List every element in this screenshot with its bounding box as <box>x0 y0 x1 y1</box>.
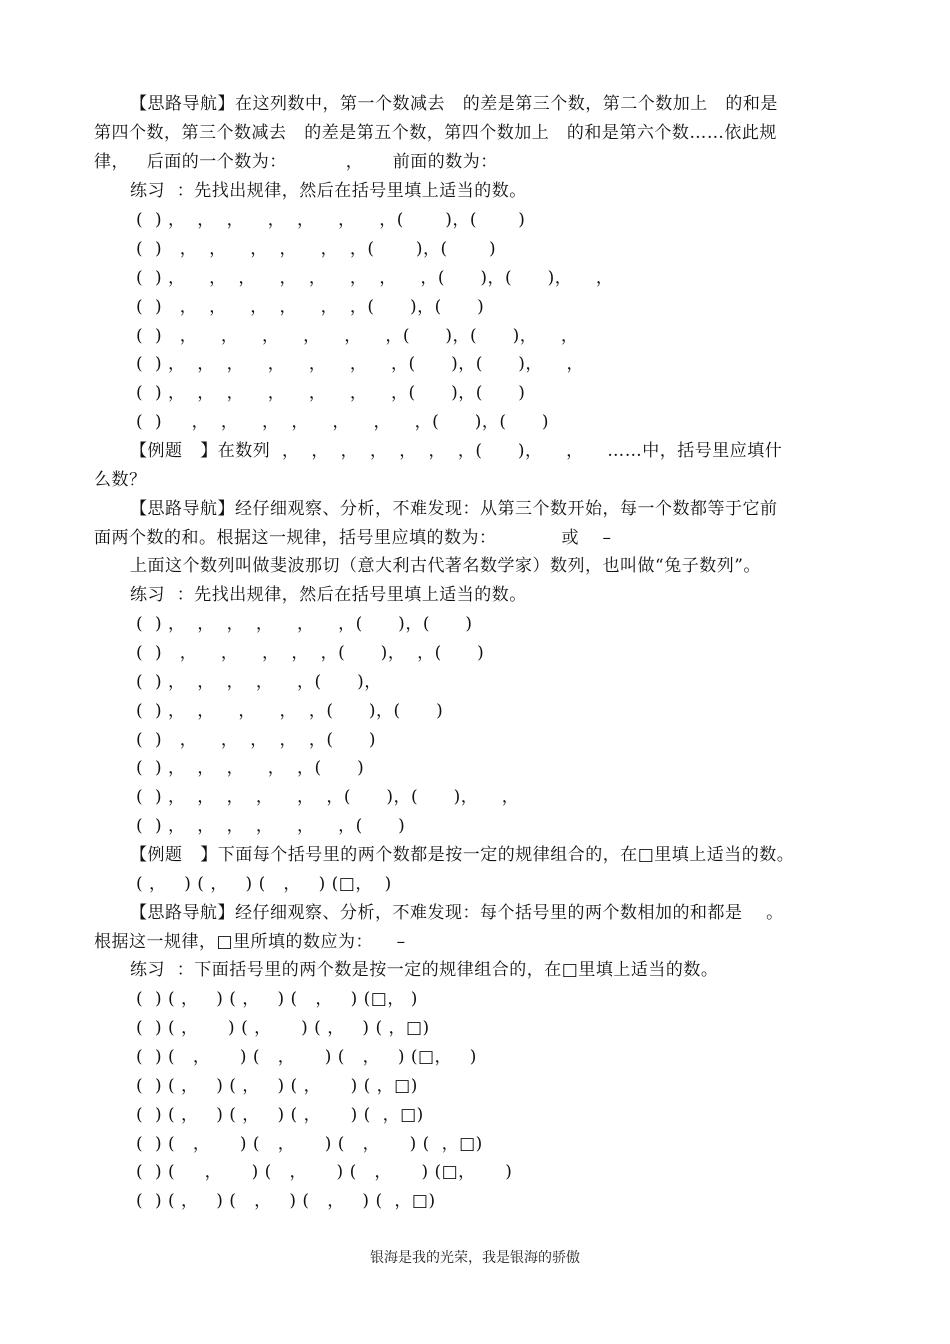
practice-2-item: ( ) ， ， ， ， ，( )，( ) <box>136 701 444 721</box>
practice-1-item: ( ) ， ， ， ， ， ，( )，( ) <box>136 239 497 259</box>
practice-3-item: ( ) ( ， ) ( ， ) ( ， ) ( ，□) <box>136 1076 418 1096</box>
guide-1-line-1: 【思路导航】在这列数中，第一个数减去 的差是第三个数，第二个数加上 的和是 <box>130 94 778 114</box>
practice-2-item: ( ) ， ， ， ， ，( ) <box>136 730 377 750</box>
guide-2-line-1: 【思路导航】经仔细观察、分析，不难发现：从第三个数开始，每一个数都等于它前 <box>130 499 778 519</box>
practice-3-item: ( ) ( ， ) ( ， ) ( ， ) (□， ) <box>136 1162 513 1182</box>
practice-3-title: 练习 ：下面括号里的两个数是按一定的规律组合的，在□里填上适当的数。 <box>130 960 719 980</box>
example-2-line-1: 【例题 】在数列 ， ， ， ， ， ， ，( )， ， ……中，括号里应填什 <box>130 441 783 461</box>
fibonacci-note: 上面这个数列叫做斐波那切（意大利古代著名数学家）数列，也叫做“兔子数列”。 <box>130 556 761 576</box>
practice-1-item: ( ) ， ， ， ， ， ， ，( )，( )， ， <box>136 354 585 374</box>
page-footer: 银海是我的光荣，我是银海的骄傲 <box>370 1250 580 1266</box>
guide-3-line-2: 根据这一规律，□里所填的数应为： – <box>94 932 406 952</box>
practice-3-item: ( ) ( ， ) ( ， ) ( ， ) ( ，□) <box>136 1134 483 1154</box>
practice-2-title: 练习 ：先找出规律，然后在括号里填上适当的数。 <box>130 585 527 605</box>
practice-1-item: ( ) ， ， ， ， ， ， ，( )，( ) <box>136 383 526 403</box>
practice-3-item: ( ) ( ， ) ( ， ) ( ， ) ( ，□) <box>136 1018 430 1038</box>
practice-2-item: ( ) ， ， ， ， ， ，( )，( )， ， <box>136 787 520 807</box>
practice-2-item: ( ) ， ， ， ， ，( )， ，( ) <box>136 643 485 663</box>
guide-3-line-1: 【思路导航】经仔细观察、分析，不难发现：每个括号里的两个数相加的和都是 。 <box>130 903 784 923</box>
practice-2-item: ( ) ， ， ， ， ， ，( ) <box>136 816 406 836</box>
practice-2-item: ( ) ， ， ， ， ， ，( )，( ) <box>136 614 473 634</box>
practice-3-item: ( ) ( ， ) ( ， ) ( ， ) ( ，□) <box>136 1191 436 1211</box>
practice-1-item: ( ) ， ， ， ， ， ，( )，( ) <box>136 297 485 317</box>
guide-2-line-2: 面两个数的和。根据这一规律，括号里应填的数为： 或 – <box>94 528 612 548</box>
example-3-line-1: 【例题 】下面每个括号里的两个数都是按一定的规律组合的，在□里填上适当的数。 <box>130 845 795 865</box>
example-3-line-2: ( ， ) ( ， ) ( ， ) (□， ) <box>136 874 392 894</box>
practice-2-item: ( ) ， ， ， ， ，( )， <box>136 672 382 692</box>
guide-1-line-3: 律， 后面的一个数为： ， 前面的数为： <box>94 152 498 172</box>
practice-3-item: ( ) ( ， ) ( ， ) ( ， ) (□， ) <box>136 1047 477 1067</box>
practice-1-item: ( ) ， ， ， ， ， ， ， ，( )，( )， ， <box>136 268 614 288</box>
practice-1-item: ( ) ， ， ， ， ， ，( )，( )， ， <box>136 326 579 346</box>
example-2-line-2: 么数？ <box>94 470 147 490</box>
practice-3-item: ( ) ( ， ) ( ， ) ( ， ) (□， ) <box>136 989 418 1009</box>
practice-1-title: 练习 ：先找出规律，然后在括号里填上适当的数。 <box>130 181 527 201</box>
practice-1-item: ( ) ， ， ， ， ， ， ，( )，( ) <box>136 210 526 230</box>
practice-3-item: ( ) ( ， ) ( ， ) ( ， ) ( ，□) <box>136 1105 424 1125</box>
practice-2-item: ( ) ， ， ， ， ，( ) <box>136 758 365 778</box>
practice-1-item: ( ) ， ， ， ， ， ， ，( )，( ) <box>136 412 550 432</box>
guide-1-line-2: 第四个数，第三个数减去 的差是第五个数，第四个数加上 的和是第六个数……依此规 <box>94 123 777 143</box>
